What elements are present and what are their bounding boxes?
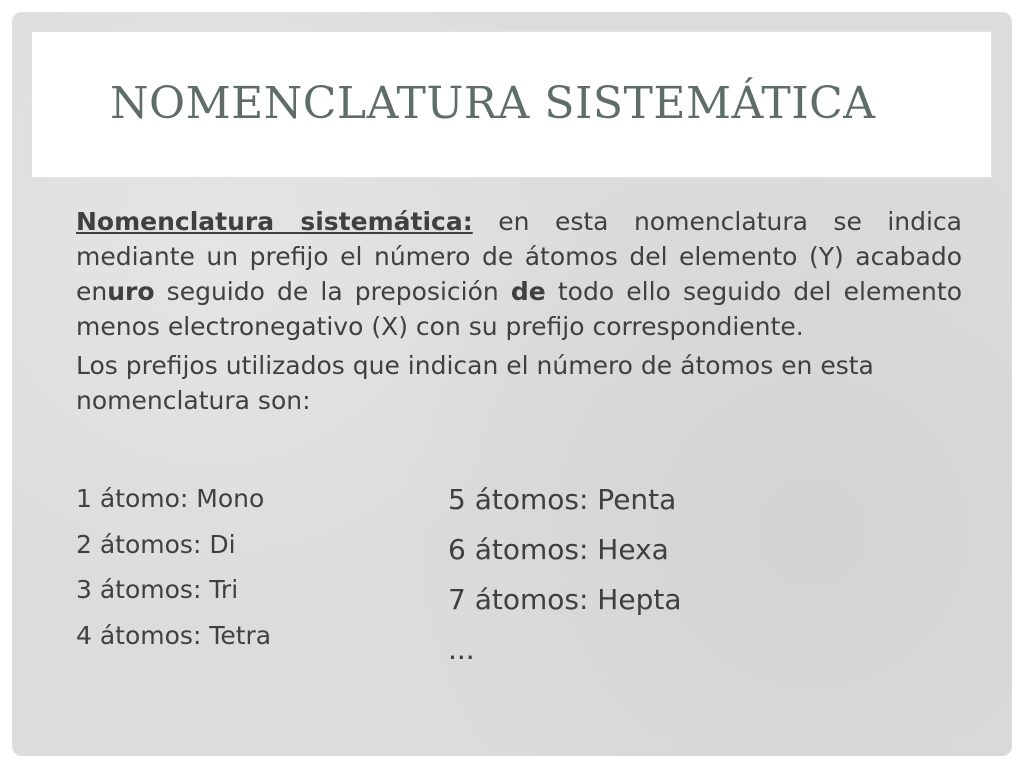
- definition-paragraph: [76, 204, 962, 344]
- definition-text-b: seguido de la preposición: [154, 277, 511, 306]
- definition-text-c: todo ello seguido del elemento menos electronegativo (X) con su prefijo correspondiente.: [76, 277, 962, 341]
- slide-title: NOMENCLATURA SISTEMÁTICA: [110, 78, 876, 129]
- prefix-list-right: [448, 479, 682, 679]
- definition-text-a: en esta nomenclatura se indica mediante un prefijo el número de átomos del elemento (Y) acabado en: [76, 207, 962, 306]
- prefix-item: 7 átomos: Hepta: [448, 583, 682, 616]
- prefixes-intro-paragraph: Los prefijos utilizados que indican el número de átomos en esta nomenclatura son:: [76, 351, 874, 415]
- prefix-item: 5 átomos: Penta: [448, 483, 677, 516]
- prefix-ellipsis: ...: [448, 633, 475, 666]
- prefix-item: 3 átomos: Tri: [76, 575, 239, 604]
- slide-body: [76, 204, 962, 418]
- definition-lead: Nomenclatura sistemática:: [76, 207, 473, 236]
- definition-bold-de: de: [510, 277, 546, 306]
- definition-bold-uro: uro: [107, 277, 155, 306]
- prefix-item: 1 átomo: Mono: [76, 484, 265, 513]
- prefix-item: 6 átomos: Hexa: [448, 533, 669, 566]
- prefix-item: 4 átomos: Tetra: [76, 620, 272, 650]
- prefix-list-left: [76, 480, 271, 662]
- prefix-item: 2 átomos: Di: [76, 529, 236, 559]
